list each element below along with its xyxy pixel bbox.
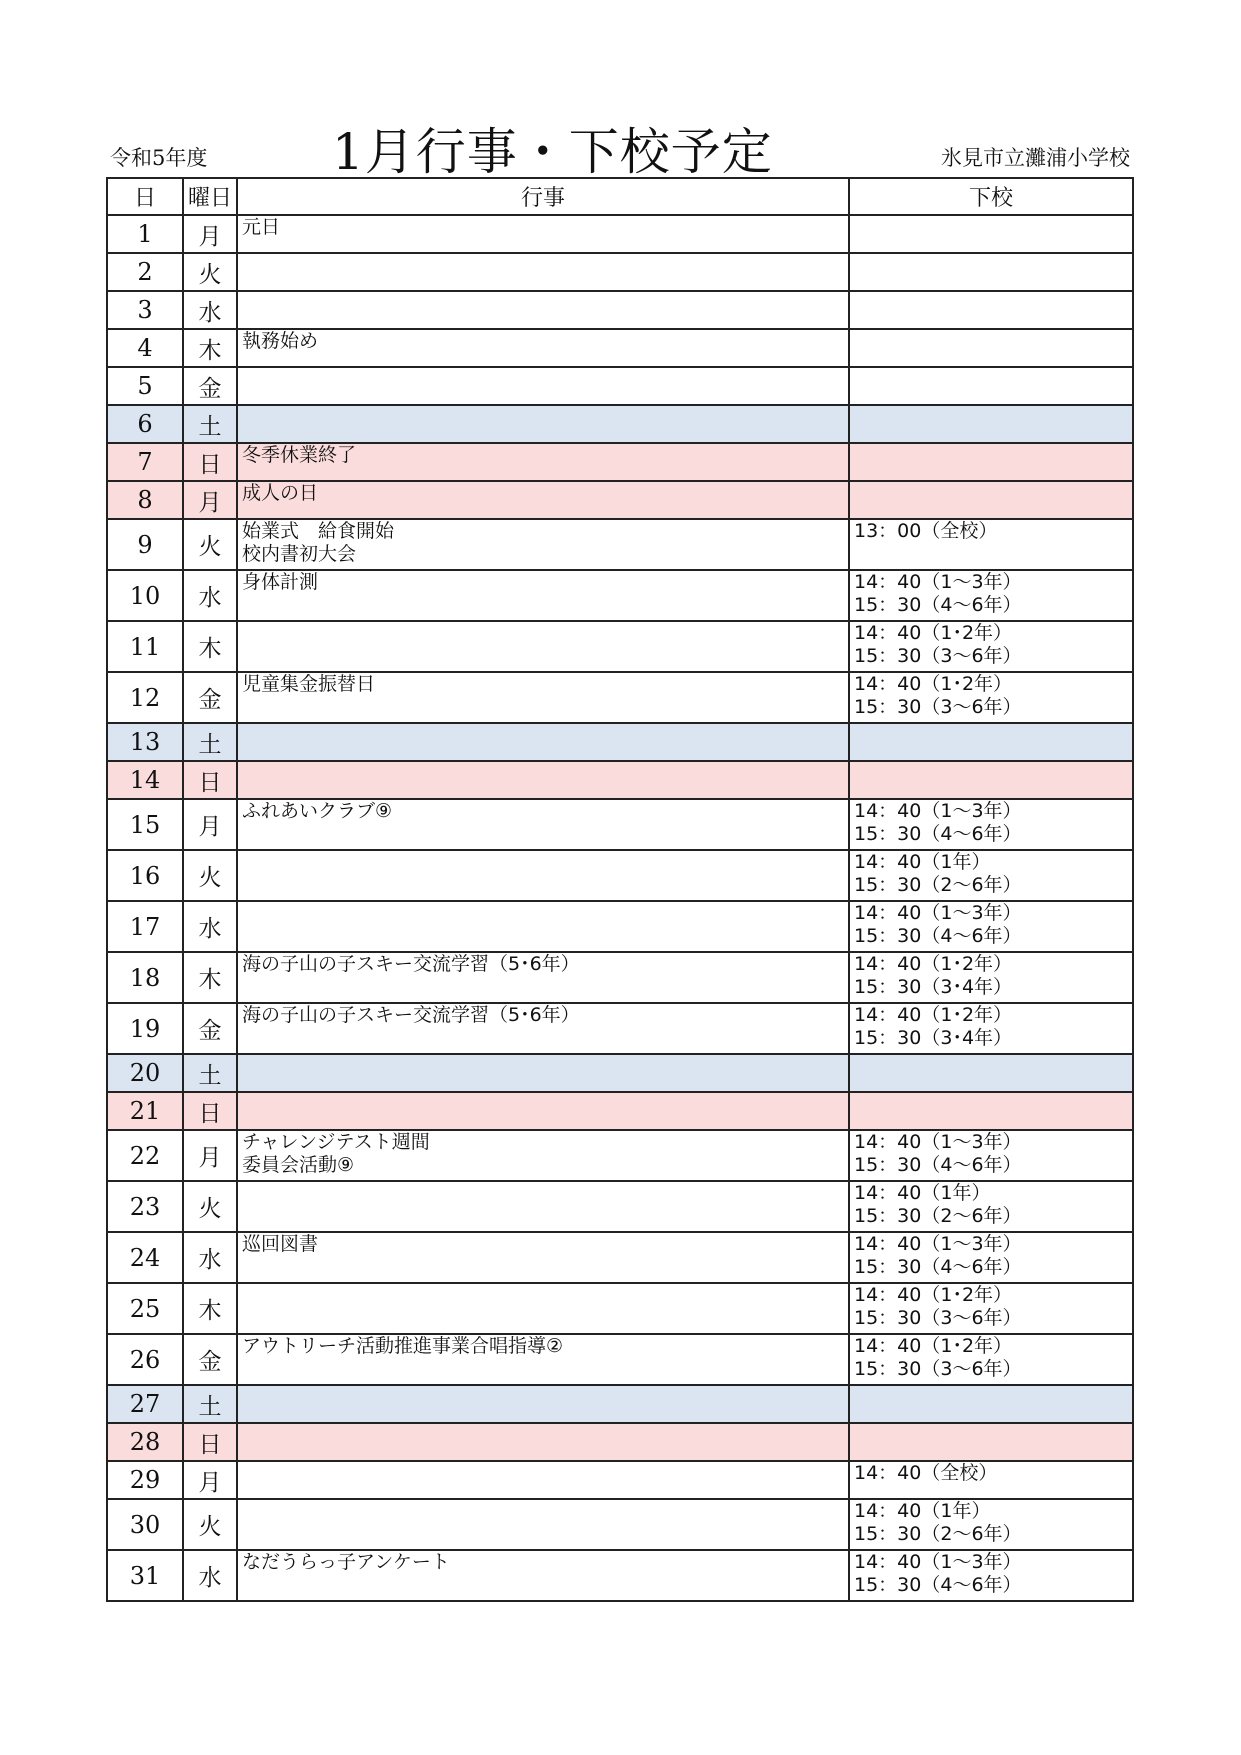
table-row xyxy=(107,519,1133,570)
table-row xyxy=(107,1334,1133,1385)
dismissal-cell: 14：40（1年） 15：30（2～6年） xyxy=(849,850,1133,901)
events-cell: 海の子山の子スキー交流学習（5･6年） xyxy=(237,1003,849,1054)
weekday-cell: 金 xyxy=(183,367,237,405)
table-row xyxy=(107,291,1133,329)
day-cell: 23 xyxy=(107,1181,183,1232)
dismissal-cell: 14：40（1･2年） 15：30（3～6年） xyxy=(849,1283,1133,1334)
dismissal-cell xyxy=(849,367,1133,405)
dismissal-cell: 14：40（1･2年） 15：30（3･4年） xyxy=(849,1003,1133,1054)
dismissal-cell xyxy=(849,253,1133,291)
weekday-cell: 日 xyxy=(183,761,237,799)
day-cell: 29 xyxy=(107,1461,183,1499)
dismissal-cell: 13：00（全校） xyxy=(849,519,1133,570)
weekday-cell: 金 xyxy=(183,672,237,723)
weekday-cell: 火 xyxy=(183,519,237,570)
fiscal-year: 令和5年度 xyxy=(110,146,208,170)
day-cell: 6 xyxy=(107,405,183,443)
day-cell: 20 xyxy=(107,1054,183,1092)
table-row xyxy=(107,952,1133,1003)
dismissal-cell: 14：40（1～3年） 15：30（4～6年） xyxy=(849,1130,1133,1181)
table-row xyxy=(107,723,1133,761)
dismissal-cell: 14：40（1･2年） 15：30（3～6年） xyxy=(849,1334,1133,1385)
table-row xyxy=(107,1423,1133,1461)
weekday-cell: 日 xyxy=(183,1423,237,1461)
weekday-cell: 土 xyxy=(183,723,237,761)
day-cell: 10 xyxy=(107,570,183,621)
table-row xyxy=(107,1130,1133,1181)
day-cell: 14 xyxy=(107,761,183,799)
table-row xyxy=(107,850,1133,901)
weekday-cell: 金 xyxy=(183,1334,237,1385)
col-header-day: 日 xyxy=(107,178,183,215)
page-title: 1月行事・下校予定 xyxy=(332,123,773,181)
table-row xyxy=(107,253,1133,291)
events-cell xyxy=(237,1092,849,1130)
weekday-cell: 月 xyxy=(183,799,237,850)
events-cell: 海の子山の子スキー交流学習（5･6年） xyxy=(237,952,849,1003)
weekday-cell: 月 xyxy=(183,215,237,253)
day-cell: 30 xyxy=(107,1499,183,1550)
events-cell: 巡回図書 xyxy=(237,1232,849,1283)
events-cell: ふれあいクラブ⑨ xyxy=(237,799,849,850)
events-cell: 児童集金振替日 xyxy=(237,672,849,723)
events-cell xyxy=(237,1499,849,1550)
events-cell: 元日 xyxy=(237,215,849,253)
events-cell: 成人の日 xyxy=(237,481,849,519)
events-cell xyxy=(237,1283,849,1334)
table-row xyxy=(107,1550,1133,1601)
table-row xyxy=(107,1461,1133,1499)
header-row xyxy=(107,178,1133,215)
dismissal-cell xyxy=(849,723,1133,761)
dismissal-cell: 14：40（1年） 15：30（2～6年） xyxy=(849,1181,1133,1232)
table-row xyxy=(107,405,1133,443)
weekday-cell: 土 xyxy=(183,1054,237,1092)
col-header-events: 行事 xyxy=(237,178,849,215)
table-row xyxy=(107,672,1133,723)
events-cell xyxy=(237,1054,849,1092)
dismissal-cell: 14：40（全校） xyxy=(849,1461,1133,1499)
events-cell: 執務始め xyxy=(237,329,849,367)
dismissal-cell: 14：40（1･2年） 15：30（3･4年） xyxy=(849,952,1133,1003)
day-cell: 11 xyxy=(107,621,183,672)
day-cell: 15 xyxy=(107,799,183,850)
day-cell: 18 xyxy=(107,952,183,1003)
day-cell: 7 xyxy=(107,443,183,481)
weekday-cell: 木 xyxy=(183,952,237,1003)
table-row xyxy=(107,1092,1133,1130)
weekday-cell: 日 xyxy=(183,443,237,481)
dismissal-cell: 14：40（1～3年） 15：30（4～6年） xyxy=(849,901,1133,952)
schedule-table xyxy=(106,177,1134,1602)
weekday-cell: 火 xyxy=(183,1499,237,1550)
events-cell xyxy=(237,621,849,672)
events-cell: 始業式 給食開始 校内書初大会 xyxy=(237,519,849,570)
weekday-cell: 木 xyxy=(183,329,237,367)
dismissal-cell: 14：40（1年） 15：30（2～6年） xyxy=(849,1499,1133,1550)
events-cell xyxy=(237,1461,849,1499)
col-header-weekday: 曜日 xyxy=(183,178,237,215)
table-row xyxy=(107,799,1133,850)
events-cell xyxy=(237,1423,849,1461)
dismissal-cell xyxy=(849,1054,1133,1092)
weekday-cell: 月 xyxy=(183,481,237,519)
weekday-cell: 土 xyxy=(183,1385,237,1423)
dismissal-cell xyxy=(849,1385,1133,1423)
dismissal-cell xyxy=(849,329,1133,367)
table-row xyxy=(107,1003,1133,1054)
events-cell xyxy=(237,291,849,329)
table-row xyxy=(107,621,1133,672)
table-row xyxy=(107,901,1133,952)
dismissal-cell xyxy=(849,1423,1133,1461)
day-cell: 25 xyxy=(107,1283,183,1334)
weekday-cell: 火 xyxy=(183,1181,237,1232)
weekday-cell: 月 xyxy=(183,1461,237,1499)
events-cell xyxy=(237,367,849,405)
day-cell: 4 xyxy=(107,329,183,367)
day-cell: 19 xyxy=(107,1003,183,1054)
day-cell: 16 xyxy=(107,850,183,901)
table-row xyxy=(107,481,1133,519)
col-header-dismissal: 下校 xyxy=(849,178,1133,215)
day-cell: 27 xyxy=(107,1385,183,1423)
events-cell xyxy=(237,1385,849,1423)
school-name: 氷見市立灘浦小学校 xyxy=(941,146,1130,170)
dismissal-cell xyxy=(849,1092,1133,1130)
table-row xyxy=(107,215,1133,253)
day-cell: 5 xyxy=(107,367,183,405)
events-cell: 身体計測 xyxy=(237,570,849,621)
events-cell xyxy=(237,901,849,952)
dismissal-cell: 14：40（1･2年） 15：30（3～6年） xyxy=(849,621,1133,672)
dismissal-cell: 14：40（1～3年） 15：30（4～6年） xyxy=(849,799,1133,850)
weekday-cell: 土 xyxy=(183,405,237,443)
events-cell: なだうらっ子アンケート xyxy=(237,1550,849,1601)
day-cell: 24 xyxy=(107,1232,183,1283)
events-cell xyxy=(237,253,849,291)
day-cell: 31 xyxy=(107,1550,183,1601)
table-row xyxy=(107,329,1133,367)
day-cell: 1 xyxy=(107,215,183,253)
events-cell xyxy=(237,850,849,901)
events-cell xyxy=(237,1181,849,1232)
dismissal-cell xyxy=(849,443,1133,481)
page-header xyxy=(106,112,1130,181)
day-cell: 3 xyxy=(107,291,183,329)
events-cell: 冬季休業終了 xyxy=(237,443,849,481)
table-row xyxy=(107,443,1133,481)
table-row xyxy=(107,761,1133,799)
table-row xyxy=(107,1232,1133,1283)
day-cell: 2 xyxy=(107,253,183,291)
dismissal-cell xyxy=(849,761,1133,799)
dismissal-cell xyxy=(849,481,1133,519)
day-cell: 28 xyxy=(107,1423,183,1461)
weekday-cell: 金 xyxy=(183,1003,237,1054)
weekday-cell: 水 xyxy=(183,570,237,621)
weekday-cell: 火 xyxy=(183,253,237,291)
dismissal-cell: 14：40（1･2年） 15：30（3～6年） xyxy=(849,672,1133,723)
day-cell: 22 xyxy=(107,1130,183,1181)
weekday-cell: 木 xyxy=(183,621,237,672)
weekday-cell: 日 xyxy=(183,1092,237,1130)
day-cell: 13 xyxy=(107,723,183,761)
dismissal-cell: 14：40（1～3年） 15：30（4～6年） xyxy=(849,1550,1133,1601)
weekday-cell: 水 xyxy=(183,901,237,952)
table-row xyxy=(107,1181,1133,1232)
weekday-cell: 水 xyxy=(183,1550,237,1601)
weekday-cell: 水 xyxy=(183,291,237,329)
dismissal-cell: 14：40（1～3年） 15：30（4～6年） xyxy=(849,570,1133,621)
weekday-cell: 月 xyxy=(183,1130,237,1181)
events-cell xyxy=(237,723,849,761)
dismissal-cell: 14：40（1～3年） 15：30（4～6年） xyxy=(849,1232,1133,1283)
events-cell: アウトリーチ活動推進事業合唱指導② xyxy=(237,1334,849,1385)
events-cell xyxy=(237,761,849,799)
day-cell: 26 xyxy=(107,1334,183,1385)
table-row xyxy=(107,1054,1133,1092)
table-row xyxy=(107,1385,1133,1423)
events-cell xyxy=(237,405,849,443)
day-cell: 17 xyxy=(107,901,183,952)
day-cell: 9 xyxy=(107,519,183,570)
table-row xyxy=(107,570,1133,621)
dismissal-cell xyxy=(849,405,1133,443)
dismissal-cell xyxy=(849,215,1133,253)
day-cell: 8 xyxy=(107,481,183,519)
weekday-cell: 木 xyxy=(183,1283,237,1334)
table-row xyxy=(107,1283,1133,1334)
day-cell: 21 xyxy=(107,1092,183,1130)
events-cell: チャレンジテスト週間 委員会活動⑨ xyxy=(237,1130,849,1181)
weekday-cell: 火 xyxy=(183,850,237,901)
table-row xyxy=(107,367,1133,405)
table-row xyxy=(107,1499,1133,1550)
dismissal-cell xyxy=(849,291,1133,329)
weekday-cell: 水 xyxy=(183,1232,237,1283)
day-cell: 12 xyxy=(107,672,183,723)
